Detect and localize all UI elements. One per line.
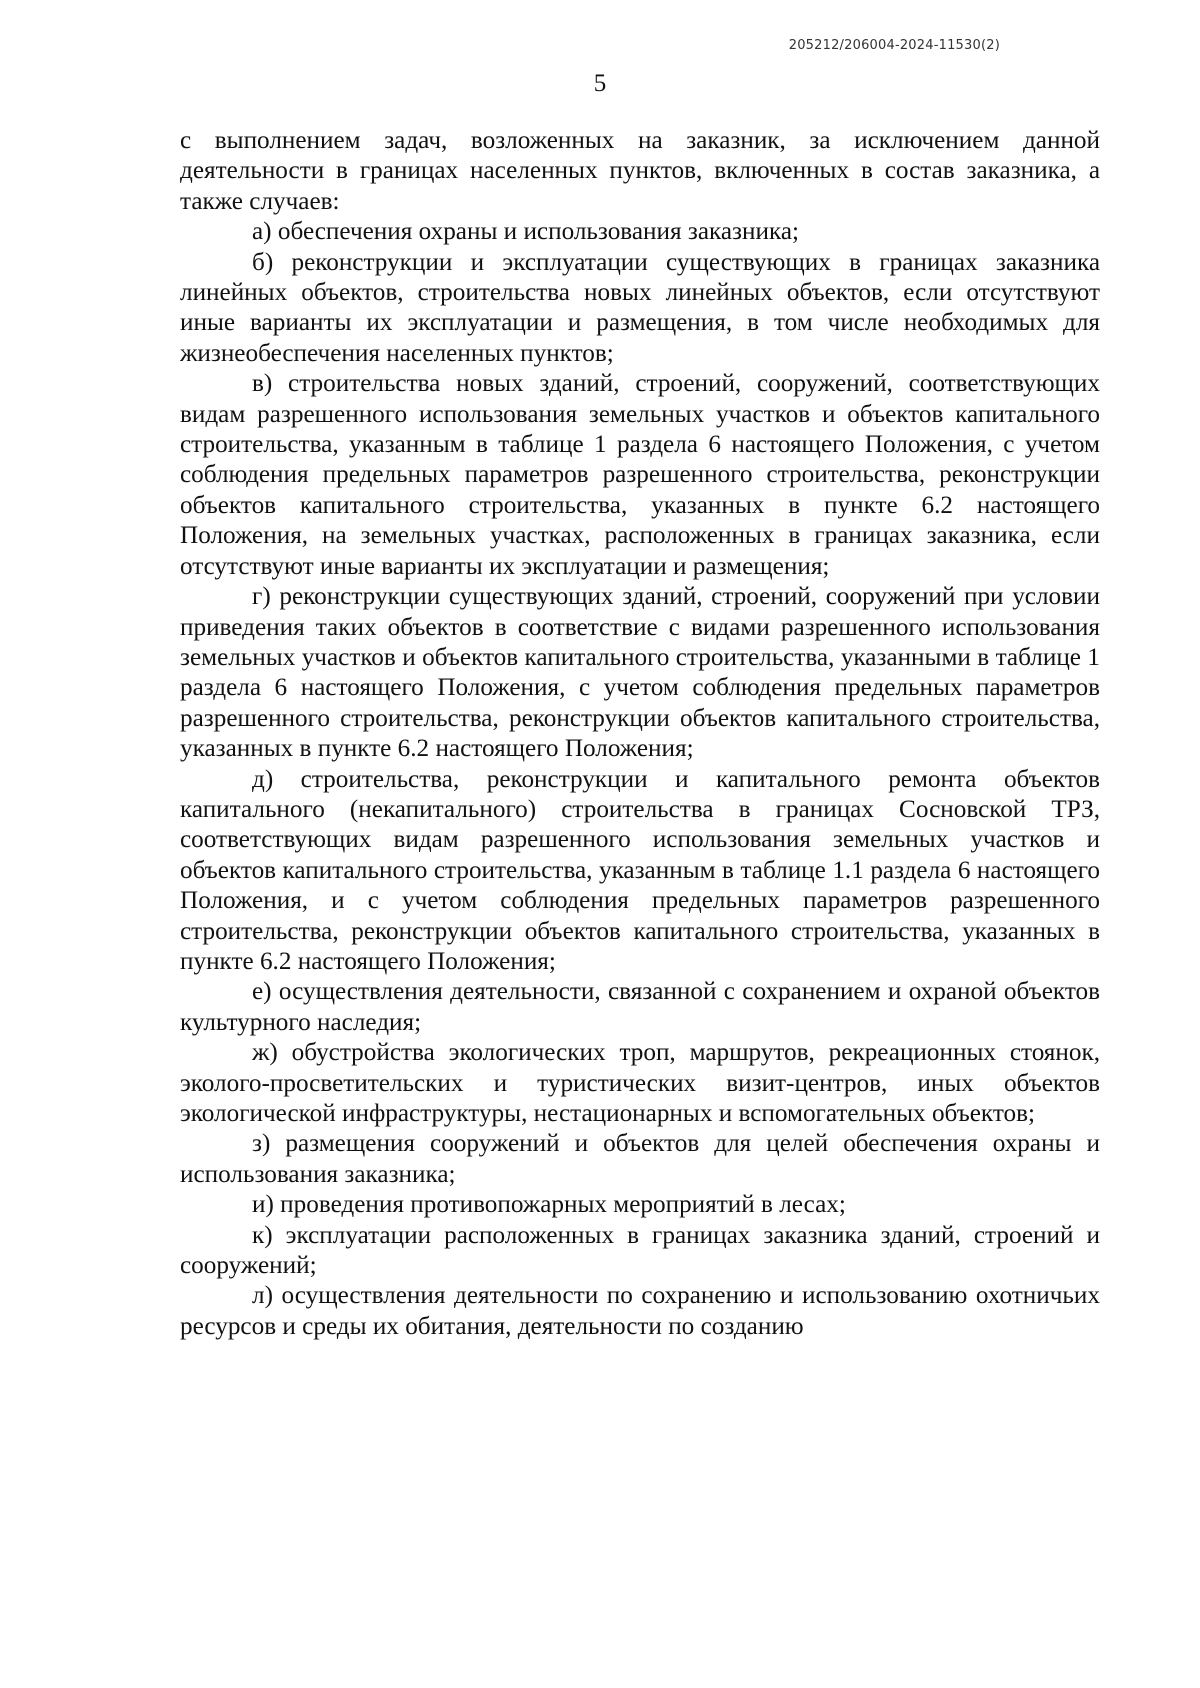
paragraph: а) обеспечения охраны и использования заказника; xyxy=(252,218,799,246)
paragraph: г) реконструкции существующих зданий, строений, сооружений при условии приведения таких объектов в соответствие с видами разрешенного использования земельных участков и объектов капитального строительства, указанными в таблице 1 раздела 6 настоящего Положения, с учетом соблюдения предельных параметров разрешенного строительства, реконструкции объектов капитального строительства, указанных в пункте 6.2 настоящего Положения; xyxy=(180,583,1100,763)
page-number: 5 xyxy=(593,70,607,97)
paragraph: л) осуществления деятельности по сохранению и использованию охотничьих ресурсов и среды их обитания, деятельности по созданию xyxy=(180,1282,1100,1340)
paragraph: б) реконструкции и эксплуатации существующих в границах заказника линейных объектов, строительства новых линейных объектов, если отсутствуют иные варианты их эксплуатации и размещения, в том числе необходимых для жизнеобеспечения населенных пунктов; xyxy=(180,248,1100,367)
body-text xyxy=(180,126,1100,1342)
paragraph: в) строительства новых зданий, строений, сооружений, соответствующих видам разрешенного использования земельных участков и объектов капитального строительства, указанным в таблице 1 раздела 6 настоящего Положения, с учетом соблюдения предельных параметров разрешенного строительства, реконструкции объектов капитального строительства, указанных в пункте 6.2 настоящего Положения, на земельных участках, расположенных в границах заказника, если отсутствуют иные варианты их эксплуатации и размещения; xyxy=(180,370,1100,580)
paragraph: и) проведения противопожарных мероприятий в лесах; xyxy=(252,1191,846,1219)
paragraph: е) осуществления деятельности, связанной с сохранением и охраной объектов культурного наследия; xyxy=(180,978,1100,1036)
paragraph: з) размещения сооружений и объектов для целей обеспечения охраны и использования заказника; xyxy=(180,1130,1100,1188)
paragraph: с выполнением задач, возложенных на заказник, за исключением данной деятельности в границах населенных пунктов, включенных в состав заказника, а также случаев: xyxy=(180,127,1100,215)
document-id: 205212/206004-2024-11530(2) xyxy=(788,38,1000,53)
paragraph: ж) обустройства экологических троп, маршрутов, рекреационных стоянок, эколого-просветительских и туристических визит-центров, иных объектов экологической инфраструктуры, нестационарных и вспомогательных объектов; xyxy=(180,1039,1100,1127)
paragraph: д) строительства, реконструкции и капитального ремонта объектов капитального (некапитального) строительства в границах Сосновской ТРЗ, соответствующих видам разрешенного использования земельных участков и объектов капитального строительства, указанным в таблице 1.1 раздела 6 настоящего Положения, и с учетом соблюдения предельных параметров разрешенного строительства, реконструкции объектов капитального строительства, указанных в пункте 6.2 настоящего Положения; xyxy=(180,765,1100,975)
paragraph: к) эксплуатации расположенных в границах заказника зданий, строений и сооружений; xyxy=(180,1221,1100,1280)
